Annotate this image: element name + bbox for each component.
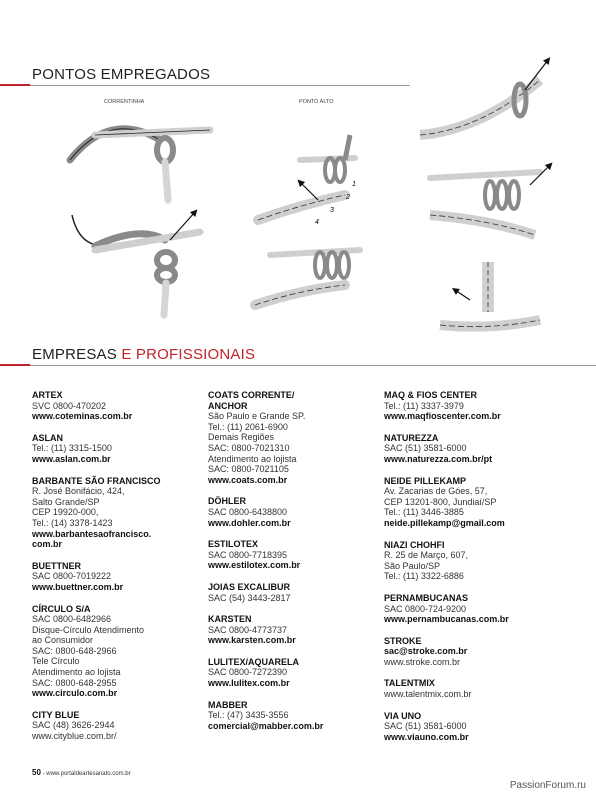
double-crochet-step-4 (430, 165, 550, 235)
company-name: TALENTMIX (384, 678, 435, 689)
company-detail: SAC 0800-6482966 (32, 614, 112, 625)
company-detail: Tel.: (11) 2061-6900 (208, 421, 288, 432)
company-detail: Tel.: (11) 3337-3979 (384, 400, 464, 411)
company-link[interactable]: neide.pillekamp@gmail.com (384, 517, 505, 528)
company-entry (384, 593, 554, 625)
company-link[interactable]: www.circulo.com.br (32, 688, 118, 699)
company-link[interactable]: www.aslan.com.br (32, 453, 111, 464)
watermark: PassionForum.ru (509, 780, 586, 791)
company-detail: Tele Círculo (32, 656, 80, 667)
company-entry (32, 561, 202, 593)
company-link[interactable]: www.coteminas.com.br (32, 411, 133, 422)
company-detail: ao Consumidor (32, 635, 94, 646)
company-detail: CEP 13201-800, Jundiaí/SP (384, 496, 497, 507)
company-name: NEIDE PILLEKAMP (384, 475, 467, 486)
company-entry (208, 582, 378, 603)
step-label: 1 (352, 181, 356, 188)
double-crochet-step-1 (258, 135, 356, 226)
company-detail: Salto Grande/SP (32, 496, 100, 507)
company-name: ESTILOTEX (208, 539, 259, 550)
company-detail: Av. Zacarias de Góes, 57, (384, 486, 488, 497)
company-detail: Disque-Círculo Atendimento (32, 624, 145, 635)
company-name: NATUREZZA (384, 432, 439, 443)
company-link[interactable]: www.naturezza.com.br/pt (384, 453, 493, 464)
section-title-companies-part2: E PROFISSIONAIS (121, 346, 256, 363)
company-link[interactable]: www.barbantesaofrancisco. (32, 528, 152, 539)
divider (30, 365, 596, 366)
company-entry (208, 390, 378, 485)
company-entry (32, 476, 202, 550)
company-entry (384, 433, 554, 465)
company-entry (208, 539, 378, 571)
directory-column-3 (384, 390, 554, 753)
company-link[interactable]: www.dohler.com.br (208, 517, 291, 528)
company-detail: Tel.: (47) 3435-3556 (208, 710, 289, 721)
footer-site: - www.portaldeartesanato.com.br (40, 771, 131, 777)
step-label: 3 (330, 207, 334, 214)
company-link[interactable]: www.karsten.com.br (208, 635, 296, 646)
company-name: MAQ & FIOS CENTER (384, 390, 478, 400)
company-entry (384, 678, 554, 699)
company-detail: Atendimento ao lojista (32, 667, 121, 678)
directory-column-1 (32, 390, 202, 753)
company-name: BUETTNER (32, 560, 81, 571)
company-link[interactable]: www.estilotex.com.br (208, 560, 301, 571)
company-name: KARSTEN (208, 614, 252, 625)
step-label: 4 (315, 219, 319, 226)
company-name: LULITEX/AQUARELA (208, 656, 299, 667)
company-entry (208, 657, 378, 689)
company-detail: SAC (51) 3581-6000 (384, 721, 467, 732)
company-name: MABBER (208, 699, 248, 710)
company-detail: Tel.: (14) 3378-1423 (32, 517, 113, 528)
double-crochet-step-2 (255, 250, 360, 305)
company-detail: Demais Regiões (208, 432, 275, 443)
company-name: VIA UNO (384, 710, 422, 721)
company-detail: SAC 0800-7718395 (208, 549, 288, 560)
caption-double-crochet: PONTO ALTO (299, 99, 334, 105)
company-detail: SAC: 0800-648-2955 (32, 677, 117, 688)
company-link[interactable]: www.talentmix.com.br (384, 689, 472, 700)
chain-stitch-step-2 (72, 212, 200, 315)
company-detail: Tel.: (11) 3322-6886 (384, 571, 464, 582)
page-footer (32, 768, 131, 777)
step-label: 2 (346, 194, 350, 201)
company-detail: CEP 19920-000, (32, 507, 99, 518)
company-detail: SVC 0800-470202 (32, 400, 107, 411)
company-detail: SAC 0800-4773737 (208, 624, 288, 635)
company-entry (384, 390, 554, 422)
company-detail: SAC: 0800-7021105 (208, 464, 289, 475)
company-name: BARBANTE SÃO FRANCISCO (32, 475, 161, 486)
company-detail: com.br (32, 539, 63, 550)
chain-stitch-step-1 (70, 129, 210, 200)
company-name: NIAZI CHOHFI (384, 539, 445, 550)
company-entry (32, 710, 202, 742)
company-detail: SAC (51) 3581-6000 (384, 443, 467, 454)
double-crochet-step-3 (420, 60, 548, 135)
company-entry (208, 700, 378, 732)
page-number: 50 (32, 768, 41, 777)
company-detail: Tel.: (11) 3446-3885 (384, 507, 464, 518)
company-detail: SAC 0800-724-9200 (384, 603, 467, 614)
company-name: PERNAMBUCANAS (384, 592, 469, 603)
company-detail: SAC: 0800-7021310 (208, 442, 290, 453)
company-name: ANCHOR (208, 400, 248, 411)
company-link[interactable]: www.lulitex.com.br (208, 678, 290, 689)
company-name: STROKE (384, 635, 422, 646)
company-name: CÍRCULO S/A (32, 603, 91, 614)
company-link[interactable]: www.cityblue.com.br/ (32, 731, 117, 742)
directory-column-2 (208, 390, 378, 742)
company-link[interactable]: www.viauno.com.br (384, 731, 469, 742)
company-entry (384, 540, 554, 582)
company-entry (208, 614, 378, 646)
company-link[interactable]: www.stroke.com.br (384, 656, 461, 667)
company-entry (384, 636, 554, 668)
company-link[interactable]: sac@stroke.com.br (384, 646, 468, 657)
company-detail: SAC: 0800-648-2966 (32, 645, 117, 656)
accent-rule (0, 364, 30, 366)
company-entry (384, 711, 554, 743)
company-detail: SAC (48) 3626-2944 (32, 720, 115, 731)
company-link[interactable]: www.buettner.com.br (32, 581, 124, 592)
company-name: COATS CORRENTE/ (208, 390, 295, 400)
company-name: DÖHLER (208, 496, 246, 507)
company-detail: São Paulo e Grande SP. (208, 411, 306, 422)
company-detail: SAC (54) 3443-2817 (208, 592, 291, 603)
company-detail: SAC 0800-6438800 (208, 506, 288, 517)
company-detail: Tel.: (11) 3315-1500 (32, 443, 112, 454)
company-detail: São Paulo/SP (384, 560, 441, 571)
company-entry (32, 604, 202, 699)
company-link[interactable]: comercial@mabber.com.br (208, 720, 324, 731)
caption-chain: CORRENTINHA (104, 99, 145, 105)
company-link[interactable]: www.coats.com.br (208, 474, 288, 485)
double-crochet-step-5 (440, 262, 540, 327)
company-detail: SAC 0800-7019222 (32, 571, 112, 582)
company-entry (32, 390, 202, 422)
company-name: ARTEX (32, 390, 63, 400)
section-title-stitches: PONTOS EMPREGADOS (32, 66, 211, 83)
company-entry (32, 433, 202, 465)
company-name: ASLAN (32, 432, 63, 443)
company-detail: R. José Bonifácio, 424, (32, 486, 125, 497)
company-link[interactable]: www.maqfioscenter.com.br (384, 411, 501, 422)
company-detail: R. 25 de Março, 607, (384, 550, 469, 561)
company-detail: Atendimento ao lojista (208, 453, 297, 464)
company-detail: SAC 0800-7272390 (208, 667, 288, 678)
section-title-companies-part1: EMPRESAS (32, 346, 117, 363)
company-entry (208, 496, 378, 528)
company-name: JOIAS EXCALIBUR (208, 581, 291, 592)
company-name: CITY BLUE (32, 709, 80, 720)
section-title-companies (32, 346, 255, 363)
company-entry (384, 476, 554, 529)
company-link[interactable]: www.pernambucanas.com.br (384, 614, 509, 625)
